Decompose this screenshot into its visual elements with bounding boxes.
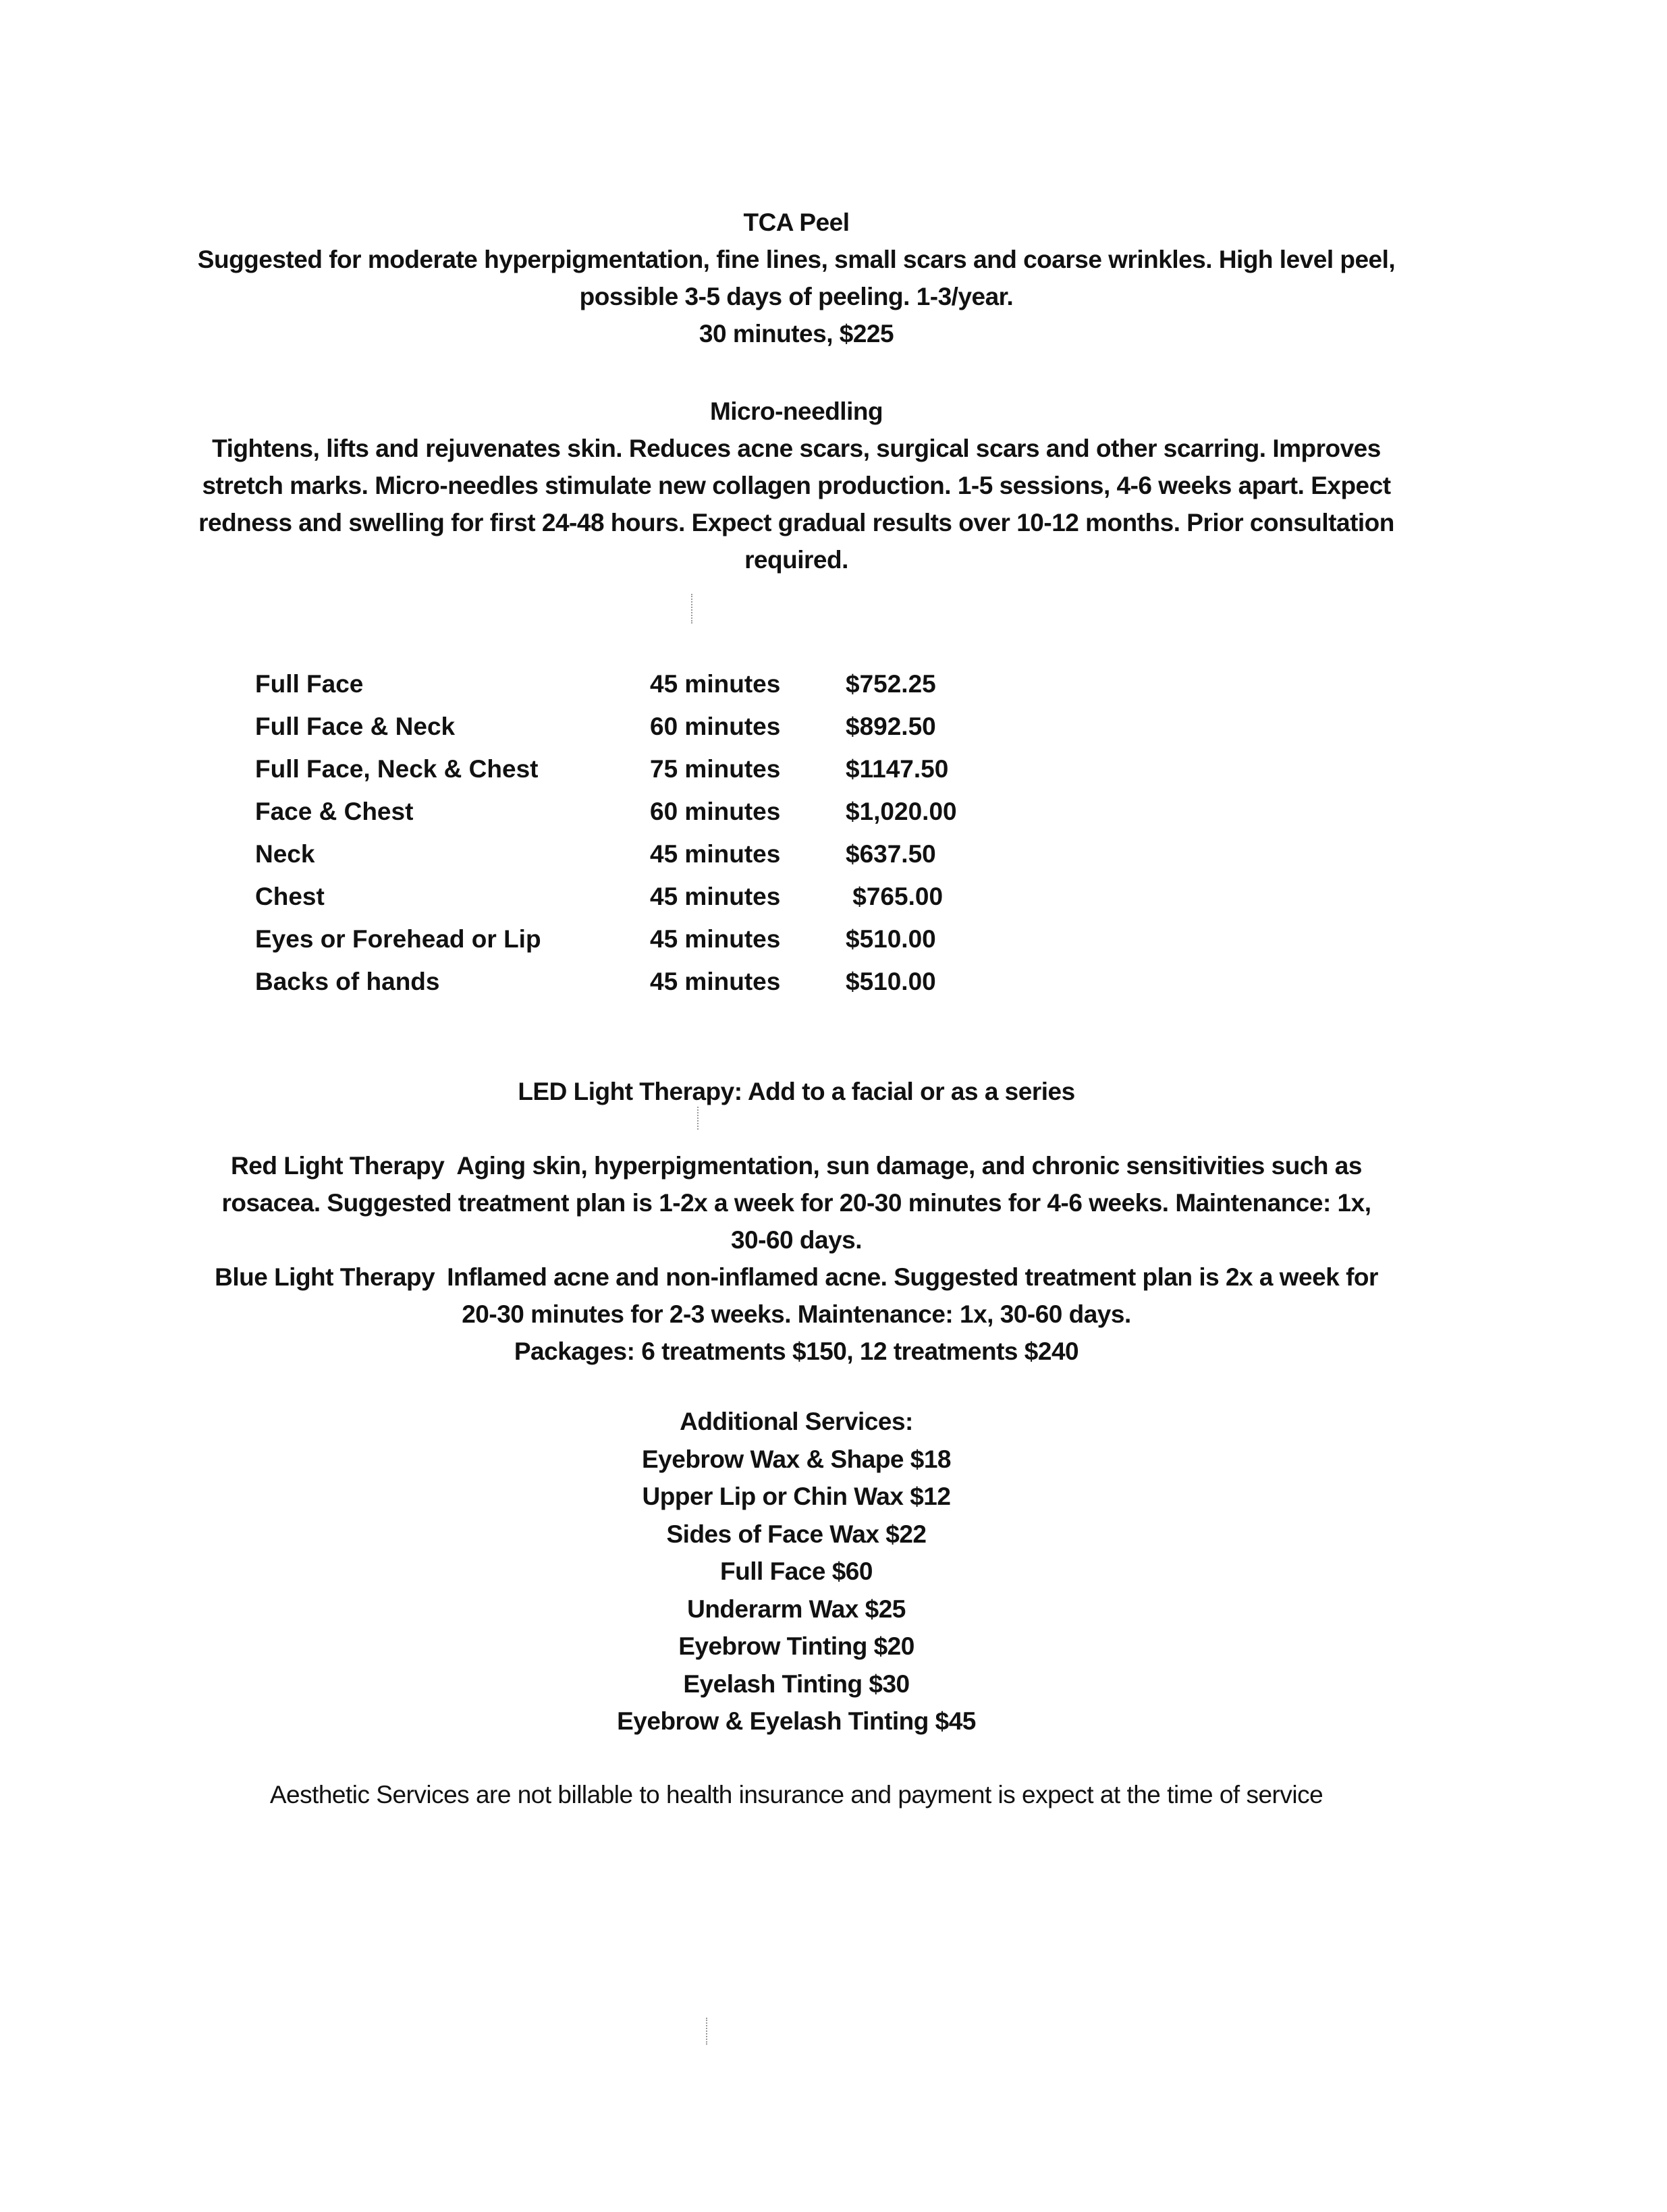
treatment-price: $510.00 bbox=[846, 968, 936, 995]
treatment-price: $1147.50 bbox=[846, 755, 949, 783]
led-therapy-title: LED Light Therapy: Add to a facial or as a series bbox=[518, 1078, 1075, 1105]
treatment-duration: 45 minutes bbox=[650, 840, 781, 868]
treatment-duration: 45 minutes bbox=[650, 968, 781, 995]
treatment-area: Face & Chest bbox=[255, 798, 414, 825]
list-item: Eyebrow & Eyelash Tinting $45 bbox=[617, 1707, 976, 1735]
treatment-duration: 60 minutes bbox=[650, 713, 781, 740]
list-item: Eyebrow Wax & Shape $18 bbox=[641, 1445, 952, 1473]
treatment-duration: 45 minutes bbox=[650, 670, 781, 698]
scan-mark bbox=[691, 594, 692, 624]
micro-needling-price-table bbox=[255, 663, 994, 1003]
treatment-area: Full Face bbox=[255, 670, 364, 698]
scan-mark bbox=[697, 1107, 699, 1130]
list-item: Eyebrow Tinting $20 bbox=[678, 1632, 914, 1660]
treatment-duration: 75 minutes bbox=[650, 755, 781, 783]
treatment-area: Full Face & Neck bbox=[255, 713, 456, 740]
led-packages: Packages: 6 treatments $150, 12 treatments $240 bbox=[514, 1337, 1079, 1365]
list-item: Full Face $60 bbox=[720, 1557, 873, 1585]
table-row bbox=[255, 875, 994, 918]
micro-needling-section bbox=[155, 393, 1438, 578]
blue-light-label: Blue Light Therapy bbox=[215, 1263, 435, 1291]
treatment-area: Full Face, Neck & Chest bbox=[255, 755, 539, 783]
treatment-price: $765.00 bbox=[846, 883, 944, 910]
insurance-note bbox=[155, 1776, 1438, 1813]
led-therapy-details bbox=[155, 1147, 1438, 1370]
table-row bbox=[255, 960, 994, 1003]
red-light-description-line: rosacea. Suggested treatment plan is 1-2x a week for 20-30 minutes for 4-6 weeks. Maintenance: 1x, bbox=[221, 1189, 1371, 1217]
micro-needling-description-line: stretch marks. Micro-needles stimulate new collagen production. 1-5 sessions, 4-6 weeks apart. Expect bbox=[202, 472, 1391, 499]
micro-needling-description-line: Tightens, lifts and rejuvenates skin. Reduces acne scars, surgical scars and other scarring. Improves bbox=[212, 435, 1381, 462]
tca-peel-title: TCA Peel bbox=[743, 209, 850, 236]
blue-light-description-line: 20-30 minutes for 2-3 weeks. Maintenance: 1x, 30-60 days. bbox=[462, 1300, 1131, 1328]
table-row bbox=[255, 748, 994, 790]
treatment-duration: 60 minutes bbox=[650, 798, 781, 825]
table-row bbox=[255, 790, 994, 833]
treatment-price: $1,020.00 bbox=[846, 798, 957, 825]
table-row bbox=[255, 705, 994, 748]
treatment-area: Eyes or Forehead or Lip bbox=[255, 925, 541, 953]
red-light-label: Red Light Therapy bbox=[231, 1152, 445, 1180]
treatment-area: Backs of hands bbox=[255, 968, 440, 995]
list-item: Eyelash Tinting $30 bbox=[683, 1669, 910, 1698]
additional-services-title: Additional Services: bbox=[680, 1408, 913, 1435]
treatment-area: Chest bbox=[255, 883, 325, 910]
led-therapy-section bbox=[155, 1073, 1438, 1110]
table-row bbox=[255, 833, 994, 875]
micro-needling-title: Micro-needling bbox=[709, 397, 883, 425]
tca-peel-duration-price: 30 minutes, $225 bbox=[699, 320, 894, 348]
insurance-note-text: Aesthetic Services are not billable to health insurance and payment is expect at the time of service bbox=[269, 1781, 1323, 1808]
scan-mark bbox=[706, 2018, 707, 2045]
treatment-price: $510.00 bbox=[846, 925, 936, 953]
treatment-price: $637.50 bbox=[846, 840, 936, 868]
list-item: Sides of Face Wax $22 bbox=[666, 1520, 927, 1548]
treatment-duration: 45 minutes bbox=[650, 883, 781, 910]
table-row bbox=[255, 918, 994, 960]
tca-peel-section bbox=[155, 204, 1438, 352]
additional-services-section bbox=[155, 1403, 1438, 1740]
blue-light-description: Inflamed acne and non-inflamed acne. Suggested treatment plan is 2x a week for bbox=[447, 1263, 1378, 1291]
table-row bbox=[255, 663, 994, 705]
list-item: Underarm Wax $25 bbox=[687, 1595, 906, 1623]
red-light-description-line: 30-60 days. bbox=[730, 1226, 863, 1254]
treatment-price: $892.50 bbox=[846, 713, 936, 740]
micro-needling-description-line: required. bbox=[744, 546, 848, 574]
tca-peel-description-line: Suggested for moderate hyperpigmentation, fine lines, small scars and coarse wrinkles. High level peel, bbox=[197, 246, 1396, 273]
treatment-price: $752.25 bbox=[846, 670, 936, 698]
red-light-description: Aging skin, hyperpigmentation, sun damage, and chronic sensitivities such as bbox=[456, 1152, 1362, 1180]
list-item: Upper Lip or Chin Wax $12 bbox=[642, 1483, 951, 1510]
tca-peel-description-line: possible 3-5 days of peeling. 1-3/year. bbox=[579, 283, 1014, 310]
treatment-area: Neck bbox=[255, 840, 315, 868]
red-light-line bbox=[155, 1147, 1438, 1184]
micro-needling-description-line: redness and swelling for first 24-48 hours. Expect gradual results over 10-12 months. Prior consultation bbox=[198, 509, 1394, 536]
blue-light-line bbox=[155, 1259, 1438, 1296]
treatment-duration: 45 minutes bbox=[650, 925, 781, 953]
